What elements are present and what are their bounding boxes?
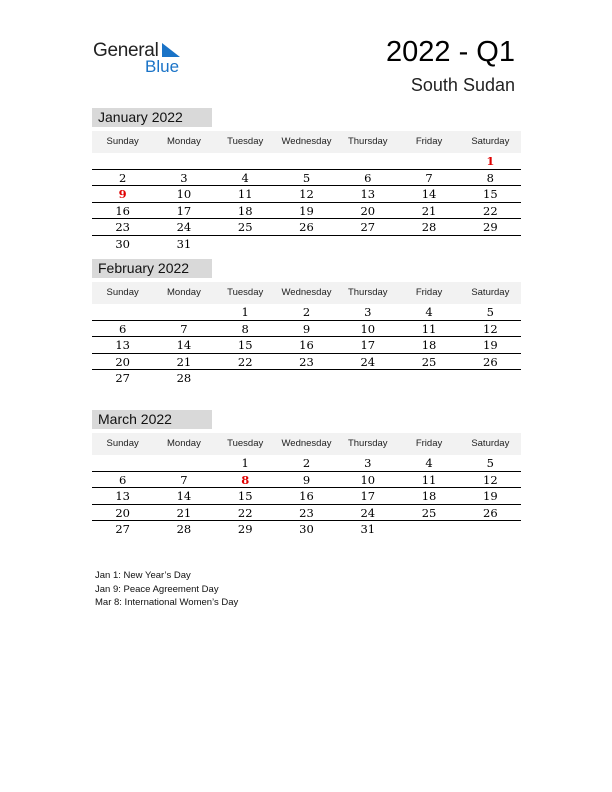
day-cell: 24 [360, 354, 376, 369]
empty-day-cell [337, 236, 398, 253]
week-row [92, 304, 521, 321]
weekday-label: Friday [415, 438, 443, 449]
weekday-label: Thursday [347, 287, 388, 298]
day-cell: 19 [483, 489, 498, 504]
day-cell: 30 [299, 522, 314, 537]
day-cell: 5 [486, 305, 494, 319]
week-row [92, 186, 521, 203]
week-row [92, 472, 521, 489]
country-name: South Sudan [410, 75, 515, 95]
day-cell: 21 [176, 354, 192, 369]
day-cell: 21 [421, 203, 437, 218]
week-row [92, 488, 521, 505]
day-cell: 26 [299, 220, 314, 235]
day-cell: 3 [364, 305, 372, 319]
empty-day-cell [92, 304, 153, 320]
holiday-note: Jan 9: Peace Agreement Day [95, 583, 219, 595]
weekday-label: Friday [415, 287, 443, 298]
day-cell: 6 [118, 472, 127, 487]
week-row [92, 505, 521, 522]
weekday-label: Monday [167, 136, 201, 147]
day-cell: 6 [364, 170, 372, 185]
day-cell: 16 [299, 489, 314, 504]
day-cell: 16 [299, 338, 314, 353]
day-cell: 28 [421, 220, 437, 235]
day-cell: 20 [360, 203, 376, 218]
empty-day-cell [215, 370, 276, 387]
day-cell: 2 [118, 170, 127, 185]
day-cell: 9 [302, 321, 311, 336]
day-cell: 15 [237, 338, 253, 353]
empty-day-cell [460, 236, 521, 253]
day-cell: 20 [115, 505, 130, 520]
day-cell: 27 [115, 522, 130, 537]
day-cell: 15 [237, 489, 253, 504]
empty-day-cell [92, 153, 153, 169]
empty-day-cell [153, 455, 214, 471]
weekday-label: Tuesday [227, 438, 264, 449]
weekday-header-row [92, 131, 521, 153]
week-row [92, 321, 521, 338]
week-row [92, 521, 521, 538]
day-cell: 26 [483, 505, 498, 520]
day-cell: 13 [115, 338, 130, 353]
empty-day-cell [398, 236, 459, 253]
month-title: February 2022 [92, 259, 212, 278]
day-cell: 27 [115, 371, 130, 386]
day-cell: 23 [299, 354, 314, 369]
month-march [92, 410, 521, 538]
holiday-note: Jan 1: New Year’s Day [95, 570, 191, 581]
day-cell: 22 [237, 505, 253, 520]
day-cell: 30 [115, 236, 130, 251]
day-cell: 5 [302, 170, 311, 185]
empty-day-cell [460, 521, 521, 538]
empty-day-cell [398, 153, 459, 169]
empty-day-cell [337, 153, 398, 169]
page-title: 2022 - Q1 [386, 36, 515, 68]
month-february [92, 259, 521, 387]
day-cell: 22 [483, 203, 498, 218]
empty-day-cell [153, 304, 214, 320]
day-cell: 1 [241, 456, 249, 470]
day-cell: 31 [176, 236, 192, 251]
day-cell: 23 [115, 220, 130, 235]
day-cell: 16 [115, 203, 130, 218]
weekday-label: Tuesday [227, 136, 264, 147]
weekday-label: Saturday [471, 136, 510, 147]
day-cell: 14 [176, 338, 192, 353]
week-row [92, 236, 521, 253]
day-cell: 22 [237, 354, 253, 369]
day-cell: 23 [299, 505, 314, 520]
week-row [92, 170, 521, 187]
day-cell: 18 [421, 338, 437, 353]
day-cell: 15 [483, 187, 498, 202]
day-cell: 18 [421, 489, 437, 504]
week-row [92, 370, 521, 387]
day-cell: 13 [360, 187, 376, 202]
weekday-header-row [92, 282, 521, 304]
weekday-label: Wednesday [281, 287, 332, 298]
day-cell: 12 [299, 187, 314, 202]
day-cell: 29 [237, 522, 253, 537]
day-cell: 21 [176, 505, 192, 520]
day-cell: 3 [180, 170, 188, 185]
day-cell: 12 [483, 321, 498, 336]
day-cell: 5 [486, 456, 494, 470]
day-cell: 8 [241, 321, 249, 336]
empty-day-cell [398, 370, 459, 387]
day-cell: 4 [425, 305, 433, 319]
day-cell: 10 [176, 187, 192, 202]
logo [93, 40, 193, 80]
empty-day-cell [92, 455, 153, 471]
weekday-header-row [92, 433, 521, 455]
day-cell: 14 [176, 489, 192, 504]
weekday-label: Monday [167, 287, 201, 298]
day-cell: 3 [364, 456, 372, 470]
empty-day-cell [276, 153, 337, 169]
day-cell: 24 [176, 220, 192, 235]
day-cell: 7 [180, 472, 188, 487]
empty-day-cell [215, 153, 276, 169]
weekday-label: Thursday [347, 136, 388, 147]
day-cell: 1 [486, 154, 495, 168]
weekday-label: Sunday [106, 136, 139, 147]
day-cell: 11 [421, 321, 437, 336]
empty-day-cell [460, 370, 521, 387]
weekday-label: Saturday [471, 287, 510, 298]
weekday-label: Friday [415, 136, 443, 147]
day-cell: 27 [360, 220, 376, 235]
day-cell: 17 [360, 338, 376, 353]
weekday-label: Monday [167, 438, 201, 449]
day-cell: 7 [425, 170, 433, 185]
day-cell: 9 [302, 472, 311, 487]
day-cell: 11 [237, 187, 253, 202]
day-cell: 17 [360, 489, 376, 504]
day-cell: 25 [421, 354, 437, 369]
day-cell: 26 [483, 354, 498, 369]
day-cell: 19 [299, 203, 314, 218]
day-cell: 20 [115, 354, 130, 369]
day-cell: 17 [176, 203, 192, 218]
weekday-label: Wednesday [281, 438, 332, 449]
month-january [92, 108, 521, 253]
day-cell: 1 [241, 305, 249, 319]
logo-word-general: General [93, 40, 159, 61]
day-cell: 31 [360, 522, 376, 537]
day-cell: 8 [241, 472, 250, 487]
logo-triangle-icon [162, 43, 180, 57]
day-cell: 24 [360, 505, 376, 520]
month-title: January 2022 [92, 108, 212, 127]
week-row [92, 455, 521, 472]
week-row [92, 203, 521, 220]
day-cell: 9 [118, 187, 127, 202]
holiday-note: Mar 8: International Women’s Day [95, 597, 239, 608]
day-cell: 10 [360, 321, 376, 336]
weekday-label: Thursday [347, 438, 388, 449]
week-row [92, 219, 521, 236]
empty-day-cell [276, 370, 337, 387]
weekday-label: Sunday [106, 287, 139, 298]
day-cell: 25 [237, 220, 253, 235]
day-cell: 10 [360, 472, 376, 487]
logo-word-blue: Blue [145, 57, 180, 76]
holiday-notes [95, 569, 238, 610]
day-cell: 14 [421, 187, 437, 202]
week-row [92, 153, 521, 170]
empty-day-cell [398, 521, 459, 538]
day-cell: 28 [176, 522, 192, 537]
day-cell: 12 [483, 472, 498, 487]
week-row [92, 337, 521, 354]
empty-day-cell [337, 370, 398, 387]
empty-day-cell [276, 236, 337, 253]
day-cell: 2 [302, 456, 311, 470]
weekday-label: Tuesday [227, 287, 264, 298]
empty-day-cell [215, 236, 276, 253]
empty-day-cell [153, 153, 214, 169]
day-cell: 11 [421, 472, 437, 487]
day-cell: 4 [425, 456, 433, 470]
month-title: March 2022 [92, 410, 212, 429]
weekday-label: Wednesday [281, 136, 332, 147]
day-cell: 6 [118, 321, 127, 336]
day-cell: 7 [180, 321, 188, 336]
day-cell: 25 [421, 505, 437, 520]
day-cell: 18 [237, 203, 253, 218]
week-row [92, 354, 521, 371]
day-cell: 28 [176, 371, 192, 386]
weekday-label: Saturday [471, 438, 510, 449]
weekday-label: Sunday [106, 438, 139, 449]
day-cell: 2 [302, 305, 311, 319]
day-cell: 13 [115, 489, 130, 504]
day-cell: 19 [483, 338, 498, 353]
day-cell: 8 [486, 170, 494, 185]
day-cell: 4 [241, 170, 249, 185]
day-cell: 29 [483, 220, 498, 235]
